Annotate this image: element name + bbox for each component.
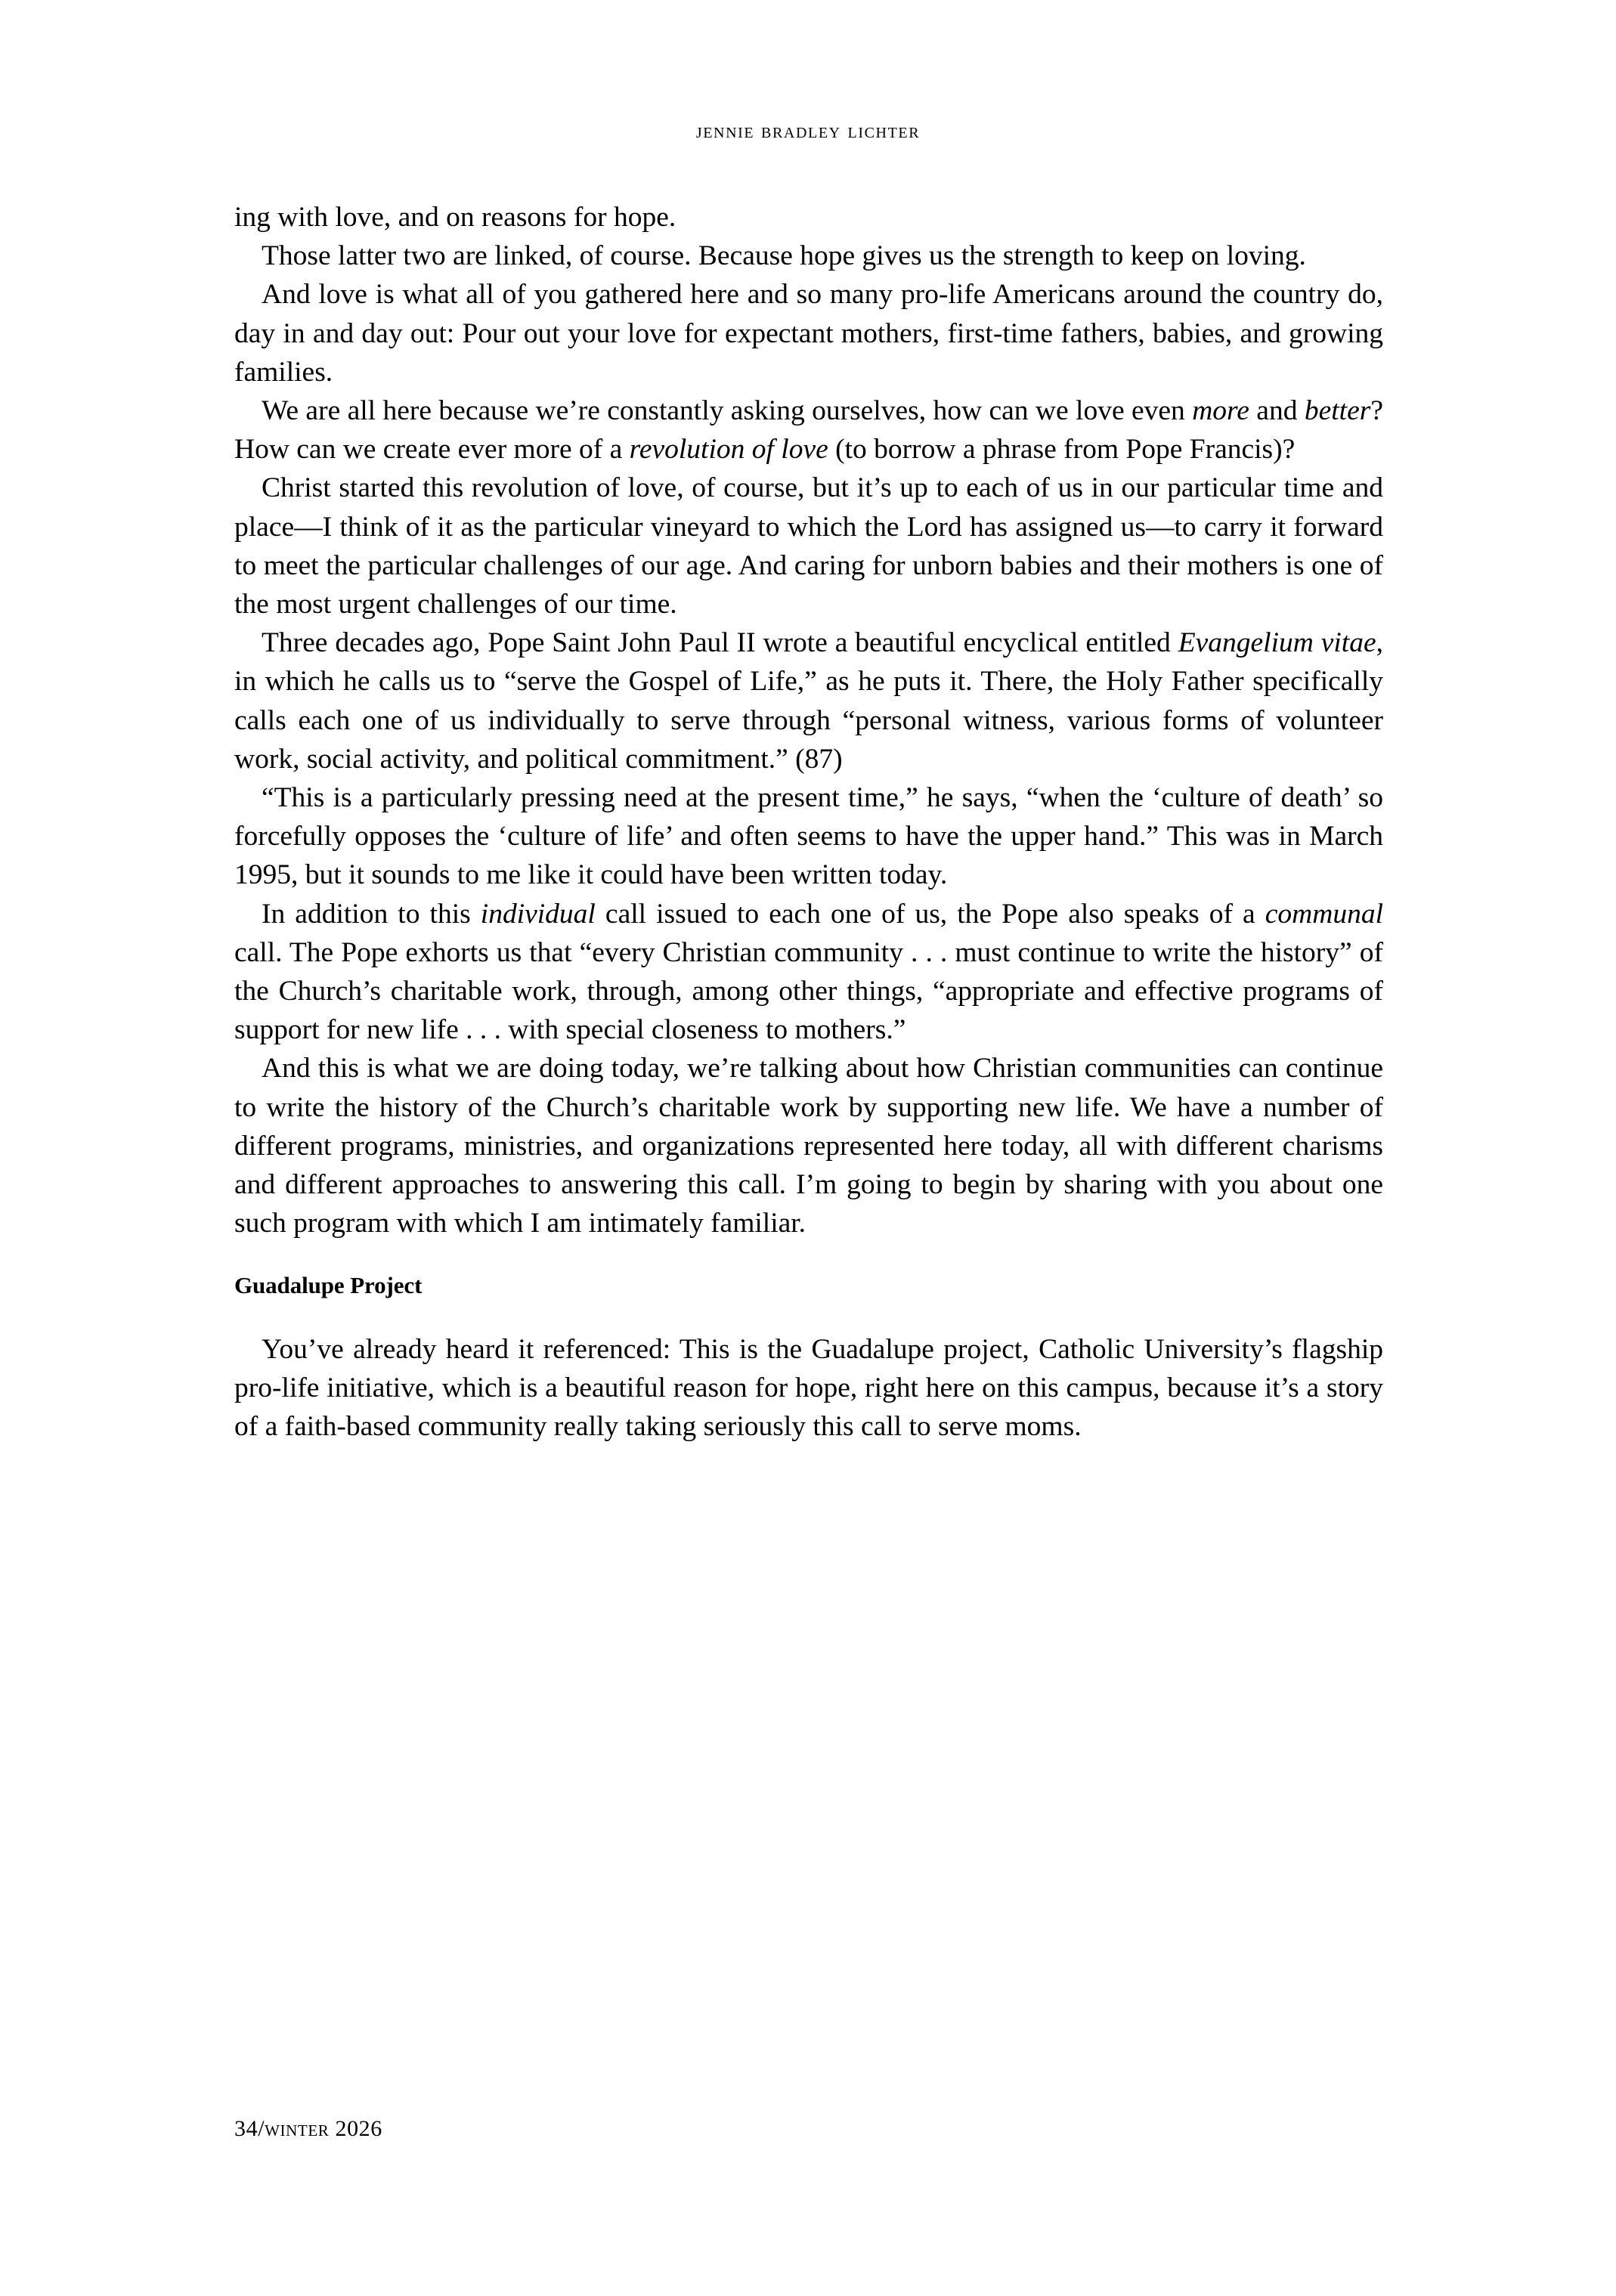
footer-page-number: 34	[234, 2116, 258, 2141]
section-subheading-guadalupe-project: Guadalupe Project	[234, 1272, 423, 1299]
emphasis-revolution-of-love: revolution of love	[629, 434, 828, 466]
paragraph-and-this-is-what: And this is what we are doing today, we’re talking about how Christian communities can continue to write the history of the Church’s charitable work by supporting new life. We have a number of different programs, ministries, and organizations represented here today, all with different charisms and different approaches to answering this call. I’m going to begin by sharing with you about one such program with which I am intimately familiar.	[234, 1053, 1383, 1239]
emphasis-better: better	[1304, 395, 1371, 427]
emphasis-individual: individual	[480, 898, 596, 930]
paragraph-we-are-all-here: We are all here because we’re constantly asking ourselves, how can we love even more and better? How can we create ever more of a revolution of love (to borrow a phrase from Pope Francis)?	[234, 395, 1383, 466]
emphasis-communal: communal	[1265, 898, 1383, 930]
subheading-spacer-above	[234, 1242, 1383, 1271]
paragraph-individual-communal: In addition to this individual call issued to each one of us, the Pope also speaks of a communal call. The Pope exhorts us that “every Christian community . . . must continue to write the history” of the Church’s charitable work, through, among other things, “appropriate and effective programs of support for new life . . . with special closeness to mothers.”	[234, 898, 1383, 1046]
paragraph-continued: ing with love, and on reasons for hope.	[234, 202, 676, 233]
footer-separator: /	[258, 2116, 265, 2141]
subheading-spacer-below	[234, 1300, 1383, 1330]
running-head: jennie bradley lichter	[695, 119, 921, 143]
emphasis-evangelium-vitae: Evangelium vitae	[1178, 627, 1376, 659]
page-footer	[234, 2116, 1382, 2142]
body-text-block	[234, 198, 1383, 1446]
footer-issue: winter 2026	[265, 2116, 382, 2141]
paragraph-christ-revolution: Christ started this revolution of love, of course, but it’s up to each of us in our particular time and place—I think of it as the particular vineyard to which the Lord has assigned us—to carry it forward to meet the particular challenges of our age. And caring for unborn babies and their mothers is one of the most urgent challenges of our time.	[234, 472, 1383, 620]
paragraph-hope-strength: Those latter two are linked, of course. Because hope gives us the strength to keep on loving.	[262, 240, 1306, 272]
paragraph-three-decades: Three decades ago, Pope Saint John Paul II wrote a beautiful encyclical entitled Evangelium vitae, in which he calls us to “serve the Gospel of Life,” as he puts it. There, the Holy Father specifically calls each one of us individually to serve through “personal witness, various forms of volunteer work, social activity, and political commitment.” (87)	[234, 627, 1383, 775]
paragraph-pressing-need: “This is a particularly pressing need at the present time,” he says, “when the ‘culture of death’ so forcefully opposes the ‘culture of life’ and often seems to have the upper hand.” This was in March 1995, but it sounds to me like it could have been written today.	[234, 782, 1383, 891]
emphasis-more: more	[1192, 395, 1249, 427]
paragraph-and-love: And love is what all of you gathered here and so many pro-life Americans around the country do, day in and day out: Pour out your love for expectant mothers, first-time fathers, babies, and growing families.	[234, 279, 1383, 388]
paragraph-guadalupe-intro: You’ve already heard it referenced: This is the Guadalupe project, Catholic University’s flagship pro-life initiative, which is a beautiful reason for hope, right here on this campus, because it’s a story of a faith-based community really taking seriously this call to serve moms.	[234, 1333, 1383, 1443]
